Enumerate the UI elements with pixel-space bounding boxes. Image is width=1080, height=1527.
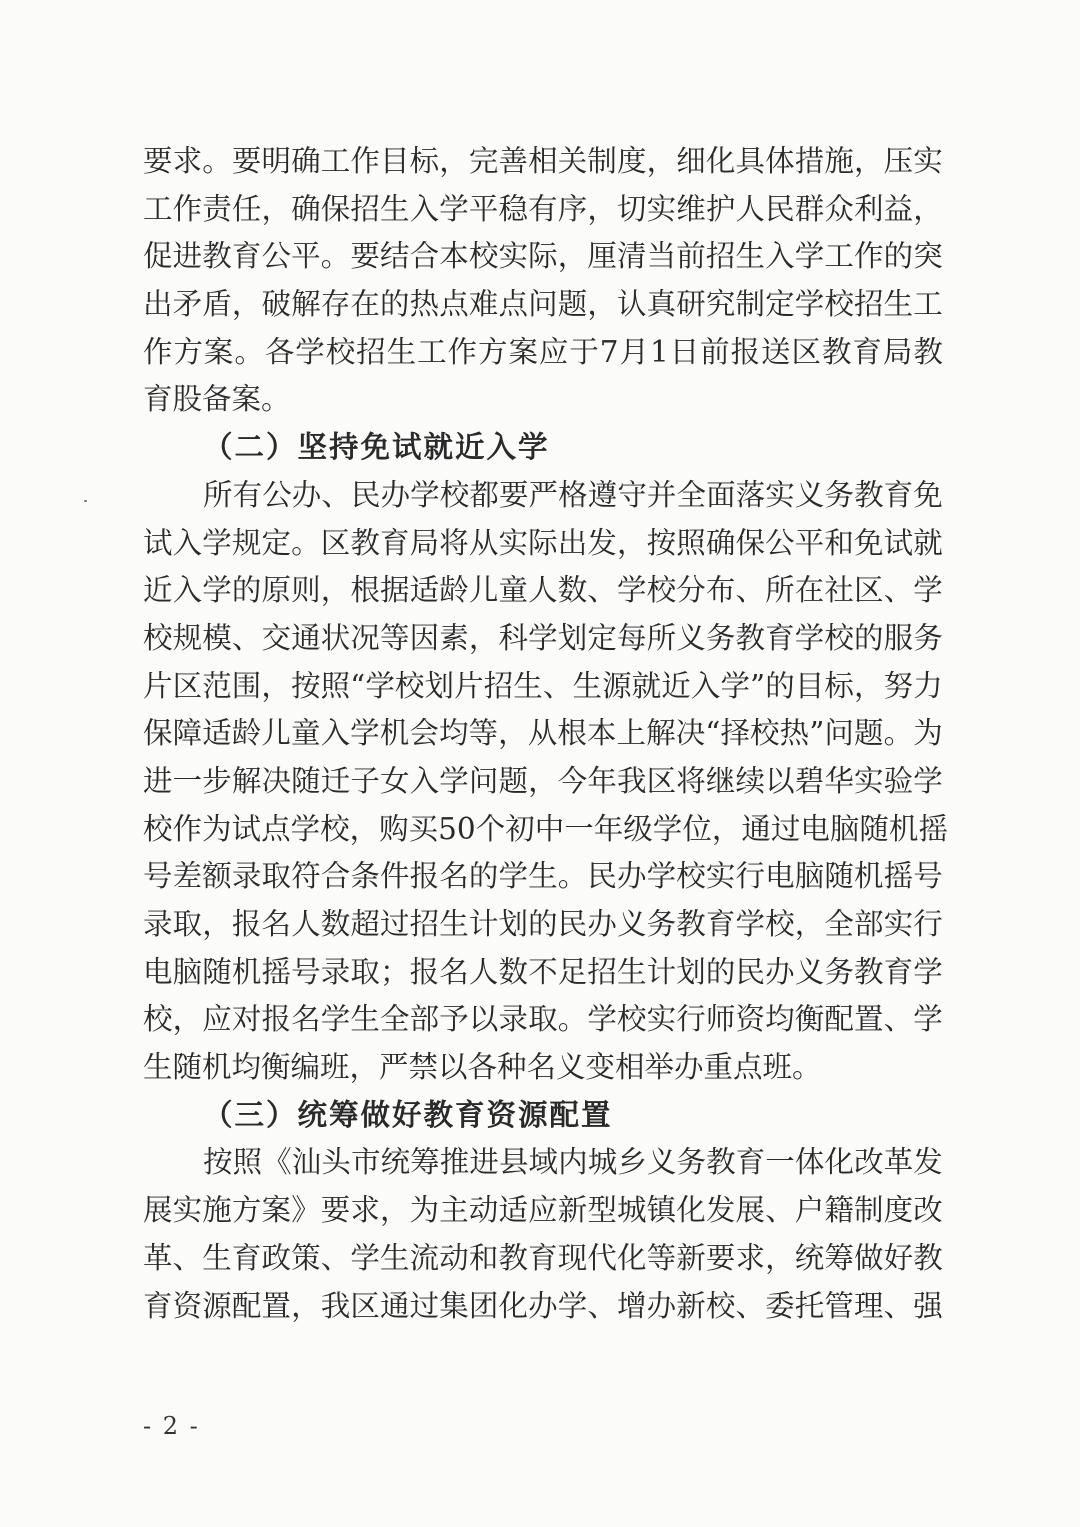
text-line: 工 作 责 任 ， 确 保 招 生 入 学 平 稳 有 序 ， 切 实 维 护 人 民 群 众 利 益 ， bbox=[143, 191, 943, 226]
text-line: 试 入 学 规 定 。 区 教 育 局 将 从 实 际 出 发 ， 按 照 确 保 公 平 和 免 试 就 bbox=[143, 525, 943, 560]
text-line: 校 ， 应 对 报 名 学 生 全 部 予 以 录 取 。 学 校 实 行 师 资 均 衡 配 置 、 学 bbox=[143, 1002, 943, 1037]
document-body bbox=[143, 138, 948, 1330]
page-number: - 2 - bbox=[143, 1412, 200, 1440]
text-line: 电 脑 随 机 摇 号 录 取 ； 报 名 人 数 不 足 招 生 计 划 的 民 办 义 务 教 育 学 bbox=[143, 954, 943, 989]
text-line: 革 、 生 育 政 策 、 学 生 流 动 和 教 育 现 代 化 等 新 要 求 ， 统 筹 做 好 教 bbox=[143, 1240, 943, 1275]
scan-speck bbox=[84, 500, 87, 502]
text-line: 按 照 《 汕 头 市 统 筹 推 进 县 域 内 城 乡 义 务 教 育 一 体 化 改 革 发 bbox=[203, 1145, 943, 1180]
text-line: 进 一 步 解 决 随 迁 子 女 入 学 问 题 ， 今 年 我 区 将 继 续 以 碧 华 实 验 学 bbox=[143, 763, 943, 798]
section-heading: （三）统筹做好教育资源配置 bbox=[203, 1097, 613, 1132]
text-line: 育股备案。 bbox=[143, 382, 291, 417]
text-line: 保 障 适 龄 儿 童 入 学 机 会 均 等 ， 从 根 本 上 解 决 “ 择 校 热 ” 问 题 。 为 bbox=[143, 716, 943, 751]
text-line: 促 进 教 育 公 平 。 要 结 合 本 校 实 际 ， 厘 清 当 前 招 生 入 学 工 作 的 突 bbox=[143, 239, 943, 274]
text-line: 校 规 模 、 交 通 状 况 等 因 素 ， 科 学 划 定 每 所 义 务 教 育 学 校 的 服 务 bbox=[143, 620, 943, 655]
text-line: 所 有 公 办 、 民 办 学 校 都 要 严 格 遵 守 并 全 面 落 实 义 务 教 育 免 bbox=[203, 477, 943, 512]
text-line: 校 作 为 试 点 学 校 ， 购 买 50 个 初 中 一 年 级 学 位 ， 通 过 电 脑 随 机 摇 bbox=[143, 811, 948, 846]
text-line: 近 入 学 的 原 则 ， 根 据 适 龄 儿 童 人 数 、 学 校 分 布 、 所 在 社 区 、 学 bbox=[143, 573, 943, 608]
text-line: 出 矛 盾 ， 破 解 存 在 的 热 点 难 点 问 题 ， 认 真 研 究 制 定 学 校 招 生 工 bbox=[143, 287, 943, 322]
section-heading: （二）坚持免试就近入学 bbox=[203, 430, 550, 465]
text-line: 号 差 额 录 取 符 合 条 件 报 名 的 学 生 。 民 办 学 校 实 行 电 脑 随 机 摇 号 bbox=[143, 859, 943, 894]
text-line: 育 资 源 配 置 ， 我 区 通 过 集 团 化 办 学 、 增 办 新 校 、 委 托 管 理 、 强 bbox=[143, 1288, 943, 1323]
text-line: 生随机均衡编班，严禁以各种名义变相举办重点班。 bbox=[143, 1050, 822, 1085]
text-line: 作 方 案 。 各 学 校 招 生 工 作 方 案 应 于 7 月 1 日 前 报 送 区 教 育 局 教 bbox=[143, 334, 943, 369]
text-line: 片 区 范 围 ， 按 照 “ 学 校 划 片 招 生 、 生 源 就 近 入 学 ” 的 目 标 ， 努 力 bbox=[143, 668, 943, 703]
text-line: 展 实 施 方 案 》 要 求 ， 为 主 动 适 应 新 型 城 镇 化 发 展 、 户 籍 制 度 改 bbox=[143, 1193, 943, 1228]
text-line: 录 取 ， 报 名 人 数 超 过 招 生 计 划 的 民 办 义 务 教 育 学 校 ， 全 部 实 行 bbox=[143, 907, 943, 941]
text-line: 要 求 。 要 明 确 工 作 目 标 ， 完 善 相 关 制 度 ， 细 化 具 体 措 施 ， 压 实 bbox=[143, 144, 943, 178]
